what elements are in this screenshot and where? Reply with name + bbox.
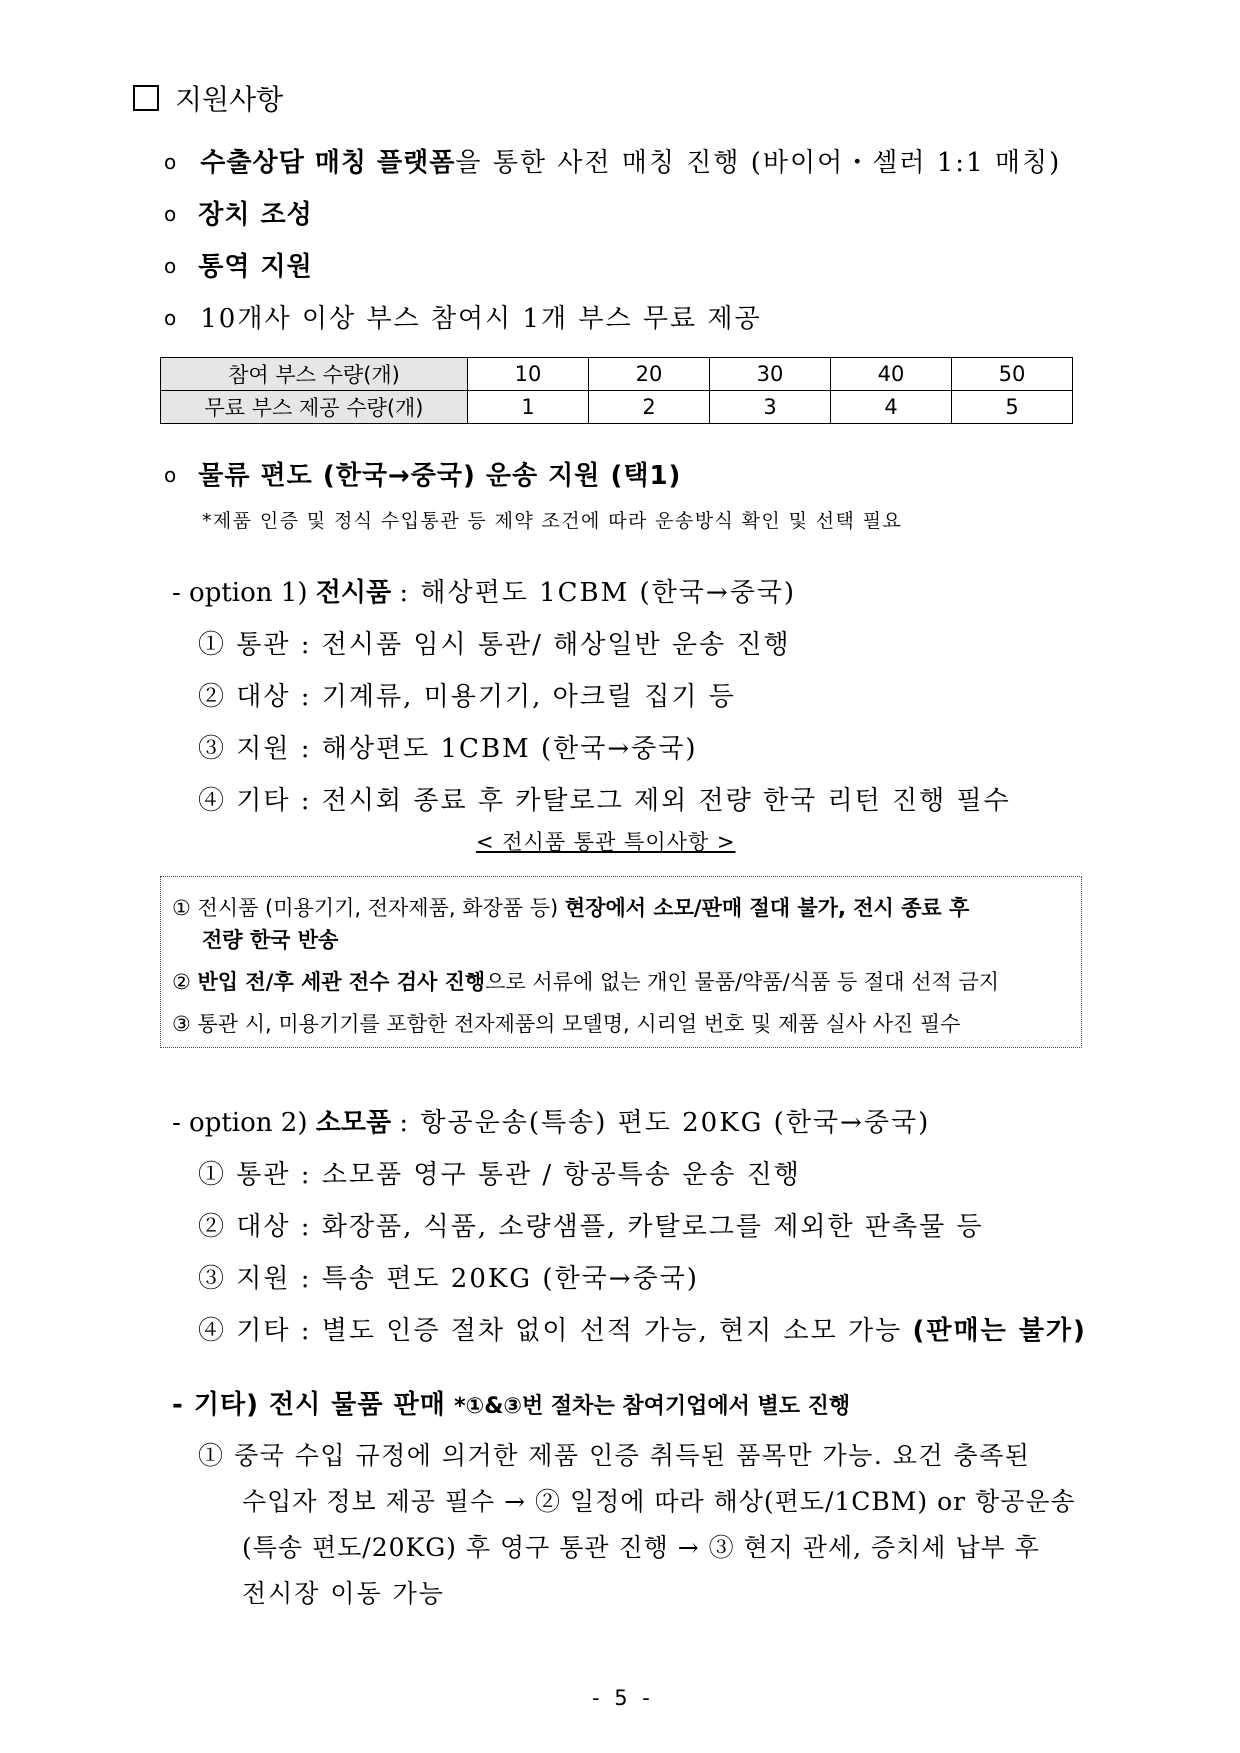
bullet-logistics: o 물류 편도 (한국→중국) 운송 지원 (택1)	[164, 461, 682, 491]
other-line: ① 중국 수입 규정에 의거한 제품 인증 취득된 품목만 가능. 요건 충족된	[198, 1441, 1031, 1470]
table-cell: 5	[952, 391, 1073, 424]
other-line: 전시장 이동 가능	[242, 1579, 445, 1608]
table-row	[161, 358, 1073, 391]
option1-item: ③ 지원 : 해상편도 1CBM (한국→중국)	[198, 734, 698, 764]
customs-note-2: ② 반입 전/후 세관 전수 검사 진행으로 서류에 없는 개인 물품/약품/식품 등 절대 선적 금지	[172, 970, 1000, 994]
table-cell: 4	[831, 391, 952, 424]
table-cell: 20	[589, 358, 710, 391]
other-line: (특송 편도/20KG) 후 영구 통관 진행 → ③ 현지 관세, 증치세 납부 후	[242, 1533, 1040, 1562]
bullet-marker: o	[164, 150, 179, 174]
bullet-interpretation: o 통역 지원	[164, 252, 313, 282]
checkbox-square-icon	[133, 85, 159, 111]
bullet-marker: o	[164, 254, 177, 278]
other-title: - 기타) 전시 물품 판매 *①&③번 절차는 참여기업에서 별도 진행	[172, 1390, 851, 1420]
table-cell: 3	[710, 391, 831, 424]
option2-item: ② 대상 : 화장품, 식품, 소량샘플, 카탈로그를 제외한 판촉물 등	[198, 1212, 984, 1242]
bullet-marker: o	[164, 202, 177, 226]
bullet-free-booth: o 10개사 이상 부스 참여시 1개 부스 무료 제공	[164, 304, 762, 334]
bullet-marker: o	[164, 463, 177, 487]
table-row-header: 참여 부스 수량(개)	[161, 358, 468, 391]
option2-title: - option 2) 소모품 : 항공운송(특송) 편도 20KG (한국→중국)	[172, 1108, 931, 1138]
bullet-marker: o	[164, 306, 179, 330]
page-number: - 5 -	[592, 1686, 654, 1710]
table-cell: 40	[831, 358, 952, 391]
table-row	[161, 391, 1073, 424]
option2-item: ④ 기타 : 별도 인증 절차 없이 선적 가능, 현지 소모 가능 (판매는 불가)	[198, 1316, 1087, 1346]
customs-caption: < 전시품 통관 특이사항 >	[476, 830, 736, 854]
table-cell: 50	[952, 358, 1073, 391]
table-cell: 1	[468, 391, 589, 424]
table-row-header: 무료 부스 제공 수량(개)	[161, 391, 468, 424]
bullet-matching-platform: o 수출상담 매칭 플랫폼을 통한 사전 매칭 진행 (바이어・셀러 1:1 매칭)	[164, 148, 1062, 178]
customs-note-1: ① 전시품 (미용기기, 전자제품, 화장품 등) 현장에서 소모/판매 절대 불가, 전시 종료 후	[172, 896, 970, 920]
option2-item: ① 통관 : 소모품 영구 통관 / 항공특송 운송 진행	[198, 1160, 801, 1190]
option1-item: ④ 기타 : 전시회 종료 후 카탈로그 제외 전량 한국 리턴 진행 필수	[198, 786, 1011, 816]
customs-note-3: ③ 통관 시, 미용기기를 포함한 전자제품의 모델명, 시리얼 번호 및 제품 실사 사진 필수	[172, 1012, 961, 1036]
table-cell: 2	[589, 391, 710, 424]
free-booth-table	[160, 357, 1073, 424]
option1-item: ② 대상 : 기계류, 미용기기, 아크릴 집기 등	[198, 682, 736, 712]
section-heading: 지원사항	[133, 78, 283, 118]
other-line: 수입자 정보 제공 필수 → ② 일정에 따라 해상(편도/1CBM) or 항공운송	[242, 1487, 1076, 1516]
option2-item: ③ 지원 : 특송 편도 20KG (한국→중국)	[198, 1264, 699, 1294]
option1-title: - option 1) 전시품 : 해상편도 1CBM (한국→중국)	[172, 578, 797, 608]
option1-item: ① 통관 : 전시품 임시 통관/ 해상일반 운송 진행	[198, 630, 791, 660]
customs-note-1-line2: 전량 한국 반송	[202, 928, 339, 952]
logistics-note: *제품 인증 및 정식 수입통관 등 제약 조건에 따라 운송방식 확인 및 선택 필요	[202, 510, 903, 532]
table-cell: 10	[468, 358, 589, 391]
table-cell: 30	[710, 358, 831, 391]
bullet-booth-setup: o 장치 조성	[164, 200, 313, 230]
